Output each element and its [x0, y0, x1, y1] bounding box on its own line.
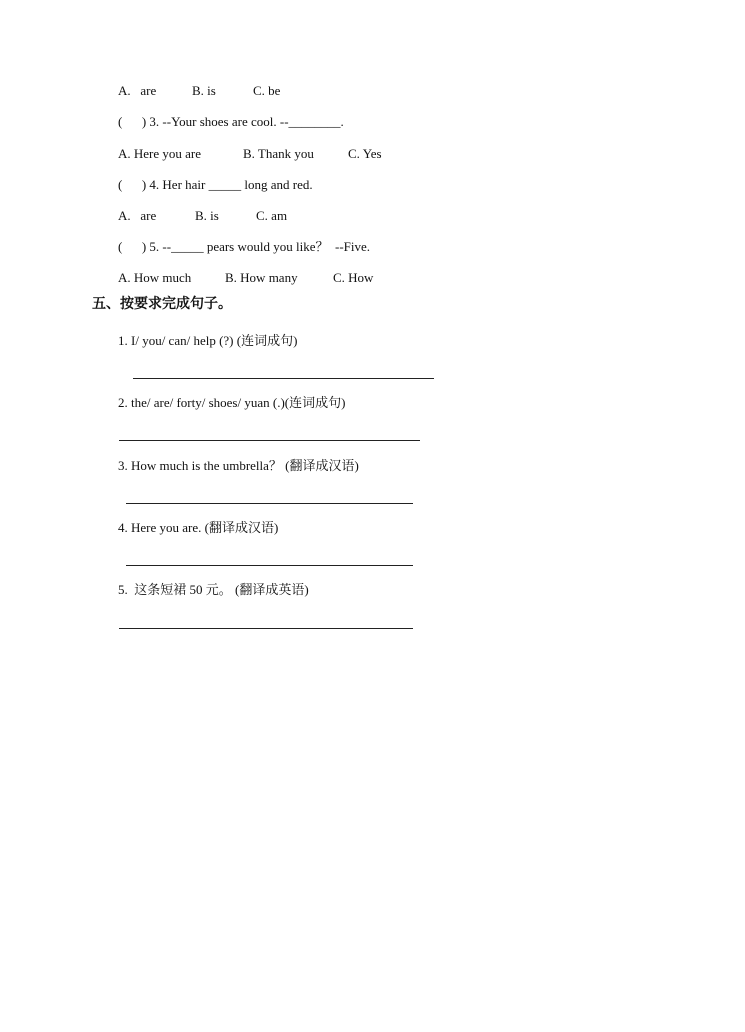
section5-item-1: 1. I/ you/ can/ help (?) (连词成句)	[118, 333, 298, 348]
answer-line-5[interactable]	[119, 628, 413, 629]
q3-option-c: C. Yes	[348, 146, 382, 161]
answer-line-2[interactable]	[119, 440, 420, 441]
section5-item-4: 4. Here you are. (翻译成汉语)	[118, 520, 279, 535]
section5-item-2: 2. the/ are/ forty/ shoes/ yuan (.)(连词成句)	[118, 395, 346, 410]
q3-stem: ( ) 3. --Your shoes are cool. --________.	[118, 114, 344, 129]
section5-item-5: 5. 这条短裙 50 元。 (翻译成英语)	[118, 582, 309, 597]
q2-option-c: C. be	[253, 83, 281, 98]
q2-option-a: A. are	[118, 83, 157, 98]
q4-option-a: A. are	[118, 208, 157, 223]
answer-line-3[interactable]	[126, 503, 413, 504]
q5-option-b: B. How many	[225, 270, 298, 285]
section-heading: 五、按要求完成句子。	[92, 296, 232, 312]
q5-option-a: A. How much	[118, 270, 192, 285]
q5-stem: ( ) 5. --_____ pears would you like？ --Five.	[118, 239, 371, 254]
q3-option-a: A. Here you are	[118, 146, 202, 161]
q4-stem: ( ) 4. Her hair _____ long and red.	[118, 177, 313, 192]
answer-line-1[interactable]	[133, 378, 434, 379]
q4-option-b: B. is	[195, 208, 219, 223]
q4-option-c: C. am	[256, 208, 288, 223]
q5-option-c: C. How	[333, 270, 374, 285]
section5-item-3: 3. How much is the umbrella？ (翻译成汉语)	[118, 458, 359, 473]
answer-line-4[interactable]	[126, 565, 413, 566]
q3-option-b: B. Thank you	[243, 146, 314, 161]
q2-option-b: B. is	[192, 83, 216, 98]
